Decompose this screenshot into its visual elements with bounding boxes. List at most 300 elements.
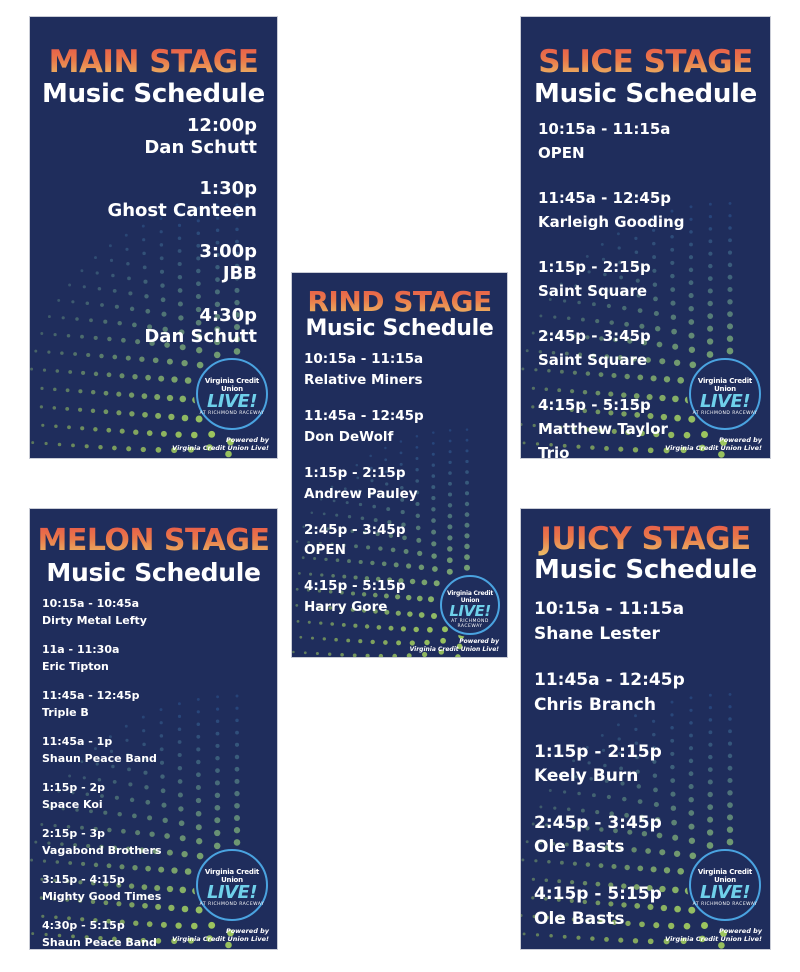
decorative-dot: [156, 447, 162, 453]
decorative-dot: [197, 853, 204, 860]
decorative-dot: [689, 721, 693, 725]
decorative-dot: [133, 430, 138, 435]
decorative-dot: [728, 754, 732, 758]
slot-time: 4:15p - 5:15p: [304, 578, 406, 595]
decorative-dot: [178, 806, 183, 811]
decorative-dot: [100, 303, 104, 307]
decorative-dot: [43, 369, 46, 372]
decorative-dot: [83, 285, 86, 288]
decorative-dot: [216, 720, 220, 724]
decorative-dot: [708, 288, 713, 293]
decorative-dot: [180, 887, 187, 894]
decorative-dot: [53, 406, 57, 410]
decorative-dot: [689, 347, 695, 353]
slot-time: 11a - 11:30a: [42, 643, 120, 656]
decorative-dot: [708, 239, 712, 243]
decorative-dot: [689, 255, 693, 259]
decorative-dot: [178, 766, 182, 770]
decorative-dot: [431, 541, 436, 546]
slot-act: Shaun Peace Band: [42, 935, 157, 949]
stage-title: MELON STAGE: [30, 523, 277, 558]
decorative-dot: [234, 803, 240, 809]
schedule-slot: [304, 463, 424, 505]
decorative-dot: [40, 387, 43, 390]
decorative-dot: [727, 323, 733, 329]
decorative-dot: [690, 696, 693, 699]
decorative-dot: [234, 791, 239, 796]
schedule-slot: [42, 688, 162, 721]
decorative-dot: [432, 453, 435, 456]
decorative-dot: [392, 654, 397, 657]
decorative-dot: [68, 370, 72, 374]
decorative-dot: [181, 851, 187, 857]
decorative-dot: [431, 485, 435, 489]
decorative-dot: [196, 907, 203, 914]
schedule-slot: [107, 241, 257, 284]
decorative-dot: [531, 405, 534, 408]
slot-time: 3:00p: [199, 241, 257, 263]
decorative-dot: [432, 464, 435, 467]
decorative-dot: [66, 388, 70, 392]
decorative-dot: [728, 705, 731, 708]
decorative-dot: [98, 287, 102, 291]
decorative-dot: [465, 491, 469, 495]
decorative-dot: [178, 779, 183, 784]
schedule-slot: [538, 393, 684, 459]
logo-line1: Virginia Credit Union: [697, 868, 753, 884]
decorative-dot: [464, 533, 469, 538]
decorative-dot: [688, 416, 695, 423]
powered-line2: Virginia Credit Union Live!: [665, 443, 762, 452]
decorative-dot: [112, 446, 117, 451]
decorative-dot: [215, 805, 221, 811]
slot-time: 10:15a - 11:15a: [538, 120, 671, 138]
decorative-dot: [718, 942, 725, 949]
slot-act: Triple B: [42, 705, 89, 719]
decorative-dot: [448, 482, 452, 486]
decorative-dot: [727, 827, 733, 833]
decorative-dot: [126, 446, 131, 451]
decorative-dot: [167, 886, 173, 892]
powered-by-text: [665, 436, 762, 452]
decorative-dot: [214, 843, 221, 850]
decorative-dot: [707, 817, 713, 823]
decorative-dot: [197, 723, 201, 727]
slot-act: Ghost Canteen: [107, 199, 257, 221]
decorative-dot: [447, 557, 453, 563]
schedule-list: [304, 349, 424, 633]
decorative-dot: [521, 858, 524, 861]
decorative-dot: [728, 251, 732, 255]
decorative-dot: [47, 351, 50, 354]
decorative-dot: [80, 335, 84, 339]
decorative-dot: [448, 471, 452, 475]
decorative-dot: [688, 319, 694, 325]
decorative-dot: [428, 596, 434, 602]
slot-time: 4:15p - 5:15p: [538, 396, 651, 414]
slot-act: Don DeWolf: [304, 428, 394, 445]
decorative-dot: [57, 299, 60, 302]
decorative-dot: [689, 218, 692, 221]
decorative-dot: [708, 252, 712, 256]
decorative-dot: [709, 215, 712, 218]
decorative-dot: [215, 768, 220, 773]
schedule-slot: [107, 178, 257, 221]
decorative-dot: [116, 410, 121, 415]
powered-line2: Virginia Credit Union Live!: [665, 934, 762, 943]
slot-time: 2:45p - 3:45p: [538, 327, 651, 345]
powered-line1: Powered by: [718, 435, 762, 444]
decorative-dot: [116, 392, 121, 397]
decorative-dot: [297, 620, 300, 623]
decorative-dot: [448, 503, 452, 507]
decorative-dot: [161, 922, 167, 928]
slot-time: 1:15p - 2:15p: [534, 741, 662, 762]
decorative-dot: [296, 588, 299, 591]
decorative-dot: [89, 318, 93, 322]
decorative-dot: [727, 790, 732, 795]
logo-line3: AT RICHMOND RACEWAY: [692, 411, 758, 416]
decorative-dot: [708, 767, 713, 772]
decorative-dot: [234, 827, 240, 833]
decorative-dot: [709, 203, 712, 206]
venue-logo: [196, 849, 268, 921]
decorative-dot: [214, 817, 220, 823]
slot-time: 10:15a - 11:15a: [304, 351, 424, 367]
decorative-dot: [178, 740, 182, 744]
logo-line1: Virginia Credit Union: [204, 377, 260, 393]
venue-logo: [689, 849, 761, 921]
decorative-dot: [708, 755, 712, 759]
decorative-dot: [34, 841, 37, 844]
slot-time: 4:30p: [199, 304, 257, 326]
decorative-dot: [132, 374, 137, 379]
slot-act: OPEN: [304, 542, 346, 559]
decorative-dot: [216, 732, 220, 736]
logo-line1: Virginia Credit Union: [446, 590, 494, 604]
decorative-dot: [707, 804, 713, 810]
schedule-slot: [42, 780, 162, 813]
decorative-dot: [94, 372, 98, 376]
decorative-dot: [178, 792, 183, 797]
decorative-dot: [235, 767, 240, 772]
schedule-subtitle: Music Schedule: [534, 555, 757, 585]
logo-line2: LIVE!: [449, 602, 491, 620]
schedule-slot: [304, 520, 424, 562]
slot-time: 11:45a - 1p: [42, 735, 113, 748]
slot-act: Saint Square: [538, 282, 648, 300]
decorative-dot: [99, 354, 103, 358]
decorative-dot: [235, 755, 239, 759]
decorative-dot: [334, 638, 338, 642]
venue-logo: [196, 358, 268, 430]
decorative-dot: [299, 636, 302, 639]
schedule-slot: [534, 882, 685, 931]
schedule-slot: [42, 734, 162, 767]
schedule-slot: [42, 642, 162, 675]
decorative-dot: [129, 392, 134, 397]
decorative-dot: [407, 653, 412, 657]
slot-act: Matthew Taylor: [538, 420, 668, 438]
decorative-dot: [196, 838, 202, 844]
schedule-slot: [534, 811, 685, 860]
rind-stage-poster: [291, 272, 508, 658]
decorative-dot: [708, 730, 712, 734]
decorative-dot: [30, 859, 33, 862]
stage-title: RIND STAGE: [292, 285, 507, 318]
decorative-dot: [708, 276, 713, 281]
decorative-dot: [727, 311, 733, 317]
melon-stage-poster: [29, 508, 278, 950]
schedule-slot: [42, 596, 162, 629]
decorative-dot: [78, 389, 82, 393]
powered-line1: Powered by: [225, 435, 269, 444]
decorative-dot: [432, 431, 435, 434]
decorative-dot: [178, 702, 181, 705]
decorative-dot: [689, 361, 696, 368]
decorative-dot: [73, 352, 77, 356]
decorative-dot: [196, 824, 202, 830]
decorative-dot: [366, 654, 370, 657]
decorative-dot: [727, 299, 732, 304]
decorative-dot: [216, 695, 219, 698]
slot-act: Space Koi: [42, 797, 103, 811]
decorative-dot: [58, 443, 62, 447]
logo-line3: AT RICHMOND RACEWAY: [199, 411, 265, 416]
decorative-dot: [158, 376, 164, 382]
decorative-dot: [107, 372, 112, 377]
decorative-dot: [104, 409, 109, 414]
decorative-dot: [689, 268, 693, 272]
decorative-dot: [521, 423, 523, 426]
logo-line3: AT RICHMOND RACEWAY: [692, 902, 758, 907]
decorative-dot: [167, 395, 173, 401]
schedule-slot: [534, 740, 685, 789]
decorative-dot: [54, 425, 58, 429]
decorative-dot: [104, 391, 109, 396]
decorative-dot: [41, 424, 44, 427]
decorative-dot: [96, 271, 99, 274]
decorative-dot: [40, 332, 43, 335]
decorative-dot: [68, 284, 71, 287]
slice-stage-poster: [520, 16, 771, 459]
decorative-dot: [431, 553, 436, 558]
decorative-dot: [106, 428, 111, 433]
decorative-dot: [434, 580, 440, 586]
logo-line1: Virginia Credit Union: [697, 377, 753, 393]
decorative-dot: [727, 348, 734, 355]
decorative-dot: [689, 734, 693, 738]
slot-act: Mighty Good Times: [42, 889, 162, 903]
powered-line1: Powered by: [718, 926, 762, 935]
decorative-dot: [707, 338, 713, 344]
schedule-list: [538, 117, 684, 459]
decorative-dot: [196, 747, 200, 751]
schedule-slot: [107, 305, 257, 348]
decorative-dot: [311, 637, 314, 640]
decorative-dot: [179, 820, 185, 826]
decorative-dot: [120, 429, 125, 434]
decorative-dot: [93, 427, 97, 431]
decorative-dot: [431, 530, 436, 535]
slot-time: 2:45p - 3:45p: [304, 521, 406, 538]
decorative-dot: [215, 756, 219, 760]
decorative-dot: [371, 640, 375, 644]
decorative-dot: [708, 264, 712, 268]
decorative-dot: [466, 428, 469, 431]
decorative-dot: [689, 759, 693, 763]
venue-logo: [440, 575, 500, 635]
decorative-dot: [185, 377, 192, 384]
decorative-dot: [67, 425, 71, 429]
decorative-dot: [727, 336, 733, 342]
schedule-slot: [538, 255, 684, 303]
decorative-dot: [431, 613, 437, 619]
schedule-slot: [538, 324, 684, 372]
decorative-dot: [316, 652, 319, 655]
decorative-dot: [196, 735, 200, 739]
decorative-dot: [447, 569, 453, 575]
schedule-list: [107, 115, 257, 368]
logo-line3: AT RICHMOND RACEWAY: [199, 902, 265, 907]
decorative-dot: [727, 778, 732, 783]
decorative-dot: [182, 906, 189, 913]
schedule-slot: [534, 597, 685, 646]
decorative-dot: [432, 442, 435, 445]
decorative-dot: [215, 793, 220, 798]
slot-time: 12:00p: [186, 115, 257, 136]
decorative-dot: [298, 572, 301, 575]
decorative-dot: [689, 784, 694, 789]
decorative-dot: [178, 715, 181, 718]
slot-act: Harry Gore: [304, 599, 388, 616]
decorative-dot: [427, 627, 433, 633]
powered-line1: Powered by: [459, 638, 499, 645]
schedule-slot: [538, 186, 684, 234]
decorative-dot: [235, 743, 239, 747]
decorative-dot: [708, 792, 713, 797]
decorative-dot: [728, 717, 732, 721]
decorative-dot: [526, 349, 529, 352]
decorative-dot: [141, 447, 146, 452]
stage-title: SLICE STAGE: [521, 44, 770, 80]
decorative-dot: [689, 306, 694, 311]
powered-by-text: [172, 927, 269, 943]
slot-time: 10:15a - 11:15a: [534, 599, 685, 619]
decorative-dot: [161, 803, 166, 808]
decorative-dot: [729, 202, 732, 205]
decorative-dot: [91, 409, 95, 413]
slot-act: Ole Basts: [534, 837, 625, 858]
decorative-dot: [145, 375, 151, 381]
schedule-slot: [534, 668, 685, 717]
slot-act-line2: Trio: [538, 444, 570, 459]
slot-act: Shane Lester: [534, 623, 660, 644]
decorative-dot: [292, 651, 295, 654]
decorative-dot: [80, 426, 84, 430]
decorative-dot: [727, 814, 733, 820]
decorative-dot: [383, 640, 388, 645]
slot-time: 4:15p - 5:15p: [534, 884, 662, 905]
venue-logo: [689, 358, 761, 430]
decorative-dot: [235, 719, 239, 723]
decorative-dot: [689, 746, 693, 750]
decorative-dot: [707, 351, 714, 358]
decorative-dot: [71, 443, 75, 447]
decorative-dot: [709, 718, 713, 722]
decorative-dot: [708, 301, 713, 306]
decorative-dot: [464, 544, 469, 549]
decorative-dot: [688, 824, 694, 830]
powered-by-text: [410, 638, 499, 653]
decorative-dot: [171, 867, 177, 873]
decorative-dot: [526, 840, 529, 843]
decorative-dot: [448, 492, 452, 496]
slot-act: Dan Schutt: [144, 136, 257, 158]
decorative-dot: [142, 412, 148, 418]
decorative-dot: [449, 450, 452, 453]
decorative-dot: [196, 760, 200, 764]
decorative-dot: [523, 441, 526, 444]
decorative-dot: [465, 512, 470, 517]
decorative-dot: [196, 772, 201, 777]
slot-act: JBB: [222, 262, 257, 284]
powered-line2: Virginia Credit Union Live!: [172, 934, 269, 943]
decorative-dot: [707, 829, 713, 835]
decorative-dot: [466, 439, 469, 442]
decorative-dot: [235, 707, 238, 710]
decorative-dot: [340, 653, 344, 657]
slot-time: 10:15a - 10:45a: [42, 597, 140, 610]
slot-time: 4:30p - 5:15p: [42, 919, 125, 932]
decorative-dot: [431, 518, 436, 523]
slot-time: 3:15p - 4:15p: [42, 873, 125, 886]
decorative-dot: [447, 535, 452, 540]
decorative-dot: [708, 743, 712, 747]
decorative-dot: [465, 502, 469, 506]
decorative-dot: [728, 275, 733, 280]
slot-act: Chris Branch: [534, 694, 656, 715]
decorative-dot: [94, 256, 97, 259]
decorative-dot: [161, 431, 167, 437]
decorative-dot: [168, 414, 174, 420]
decorative-dot: [688, 333, 694, 339]
stage-title: MAIN STAGE: [30, 44, 277, 80]
decorative-dot: [464, 554, 470, 560]
slot-act: Shaun Peace Band: [42, 751, 157, 765]
decorative-dot: [689, 838, 695, 844]
decorative-dot: [689, 852, 696, 859]
powered-by-text: [665, 927, 762, 943]
decorative-dot: [346, 639, 350, 643]
decorative-dot: [431, 507, 435, 511]
decorative-dot: [67, 334, 71, 338]
decorative-dot: [196, 785, 201, 790]
slot-act: Saint Square: [538, 351, 648, 369]
logo-line2: LIVE!: [699, 391, 751, 412]
decorative-dot: [295, 604, 298, 607]
schedule-list: [534, 597, 685, 950]
decorative-dot: [154, 394, 160, 400]
schedule-slot: [42, 872, 162, 905]
decorative-dot: [216, 708, 219, 711]
decorative-dot: [353, 653, 357, 657]
decorative-dot: [164, 833, 170, 839]
decorative-dot: [54, 333, 57, 336]
decorative-dot: [707, 842, 714, 849]
decorative-dot: [168, 905, 174, 911]
schedule-slot: [304, 349, 424, 391]
